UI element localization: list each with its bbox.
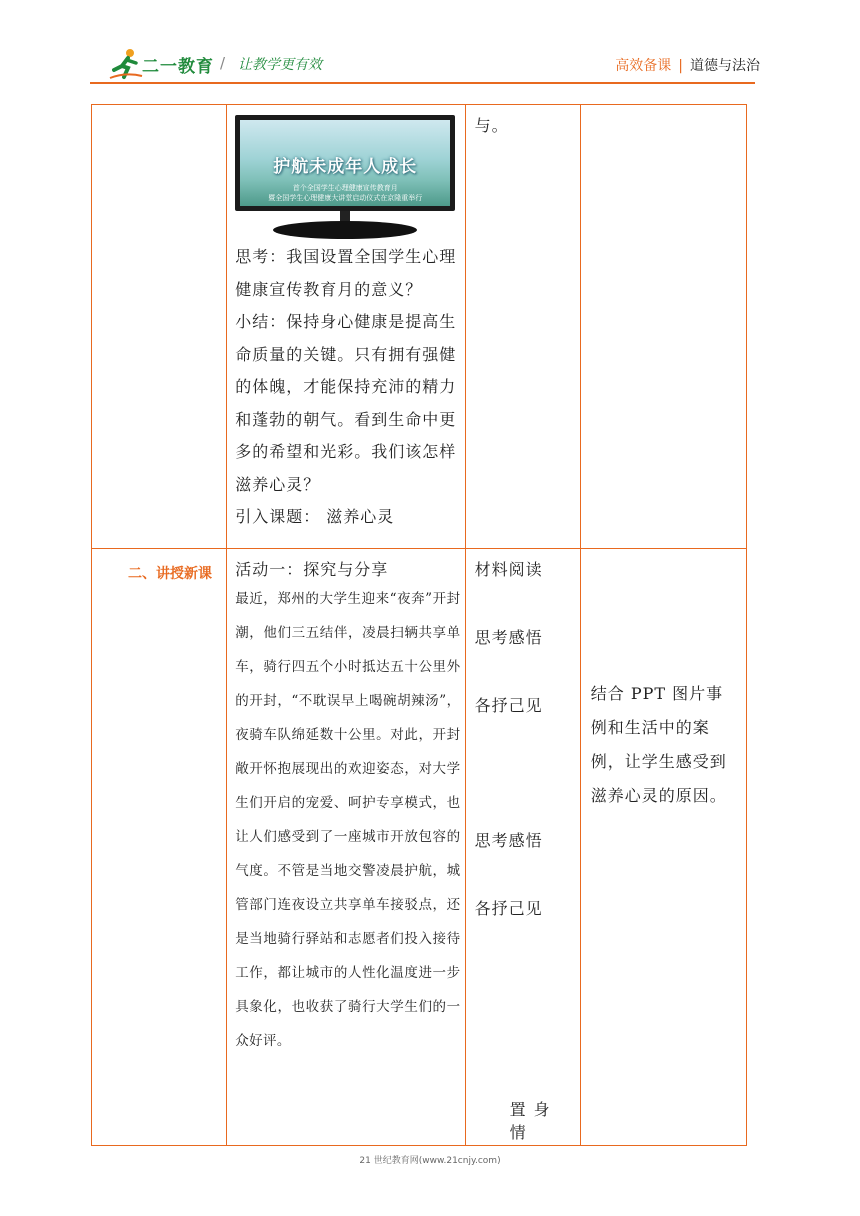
tv-image	[235, 115, 455, 241]
tv-subtitle: 暨全国学生心理健康大讲堂启动仪式在京隆重举行	[268, 194, 423, 202]
student-activity-cell	[465, 549, 580, 1146]
design-intent-cell	[580, 549, 746, 1146]
table-row	[92, 105, 747, 549]
tv-picture	[240, 120, 450, 206]
student-item-continued: 置身情	[509, 1100, 558, 1142]
student-item: 思考感悟	[474, 628, 543, 647]
tv-stand-base	[273, 221, 417, 239]
student-item: 材料阅读	[474, 560, 543, 579]
student-item: 各抒己见	[474, 696, 543, 715]
section-title: 二、讲授新课	[128, 566, 212, 582]
header-category: 高效备课	[615, 58, 672, 74]
activity-title: 活动一：探究与分享	[235, 560, 389, 579]
tv-subtitle: 首个全国学生心理健康宣传教育月	[292, 184, 398, 192]
stage-cell	[92, 549, 227, 1146]
table-row	[92, 549, 747, 1146]
page-header	[0, 0, 860, 90]
slogan: 让教学更有效	[238, 57, 322, 73]
logo-text: 二一教育	[142, 57, 214, 77]
header-subject: 道德与法治	[690, 58, 760, 74]
tv-title: 护航未成年人成长	[273, 157, 418, 177]
student-text: 与。	[474, 116, 509, 135]
teacher-activity-cell	[227, 105, 465, 549]
runner-logo-icon	[108, 48, 144, 80]
student-activity-cell	[465, 105, 580, 549]
tv-screen	[235, 115, 455, 211]
header-rule	[90, 82, 755, 84]
student-item: 思考感悟	[474, 831, 543, 850]
think-question: 思考：我国设置全国学生心理健康宣传教育月的意义？	[235, 247, 457, 299]
summary-text: 小结：保持身心健康是提高生命质量的关键。只有拥有强健的体魄，才能保持充沛的精力和蓬勃的朝气。看到生命中更多的希望和光彩。我们该怎样滋养心灵？	[235, 312, 457, 494]
page-footer: 21 世纪教育网(www.21cnjy.com)	[359, 1156, 501, 1166]
design-intent-text: 结合 PPT 图片事例和生活中的案例，让学生感受到滋养心灵的原因。	[590, 684, 727, 805]
reading-paragraph: 最近，郑州的大学生迎来“夜奔”开封潮，他们三五结伴，凌晨扫辆共享单车，骑行四五个小时抵达五十公里外的开封，“不耽误早上喝碗胡辣汤”，夜骑车队绵延数十公里。对此，开封敞开怀抱展现出的欢迎姿态，对大学生们开启的宠爱、呵护专享模式，也让人们感受到了一座城市开放包容的气度。不管是当地交警凌晨护航，城管部门连夜设立共享单车接驳点，还是当地骑行驿站和志愿者们投入接待工作，都让城市的人性化温度进一步具象化，也收获了骑行大学生们的一众好评。	[235, 591, 461, 1049]
teacher-text	[227, 241, 464, 534]
student-item: 各抒己见	[474, 899, 543, 918]
slogan-separator: /	[220, 54, 226, 72]
lesson-table	[91, 104, 747, 1146]
stage-cell-empty	[92, 105, 227, 549]
teacher-activity-cell	[227, 549, 465, 1146]
header-right	[615, 55, 760, 75]
design-intent-cell-empty	[580, 105, 746, 549]
header-divider: |	[678, 58, 683, 74]
intro-topic: 引入课题： 滋养心灵	[235, 507, 395, 526]
